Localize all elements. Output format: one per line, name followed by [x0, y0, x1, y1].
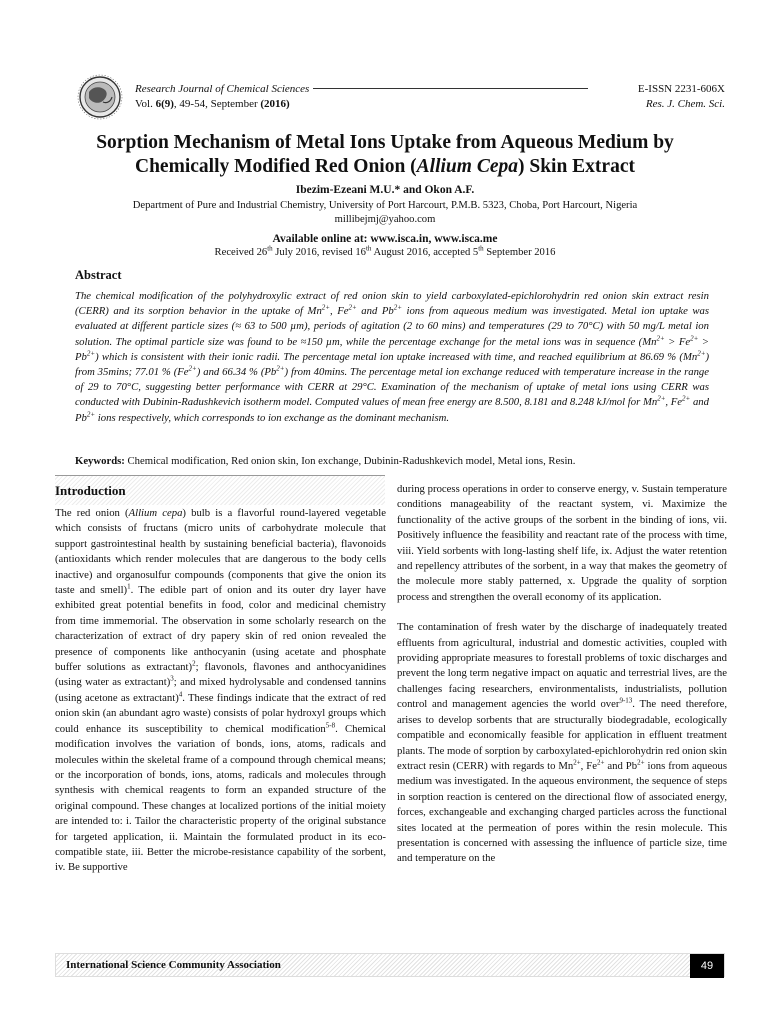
charge-sup: 2+ [656, 334, 665, 343]
abstract-seg: > Fe [664, 335, 691, 348]
abstract-seg: and Pb [356, 305, 394, 318]
charge-sup: 2+ [573, 758, 581, 767]
right-column [397, 482, 727, 867]
paper-title [60, 131, 710, 179]
abstract-seg: ) from 40mins. The percentage metal ion exchange reduced with temperature increase in the range of 29 to 70°C, suggesting better performance with CERR at 29°C. Examination of the mechanism of uptake of metal ions using CERR was conducted with Dubinin-Radushkevich isotherm model. Computed values of mean free energy are 8.500, 8.181 and 8.248 kJ/mol for Mn [75, 366, 709, 409]
keywords-label: Keywords: [75, 455, 125, 467]
abstract-seg: ) which is consistent with their ionic radii. The percentage metal ion uptake increased with time, and reached equilibrium at 86.69 % (Mn [95, 350, 698, 363]
intro-paragraph-1-cont: during process operations in order to conserve energy, v. Sustain temperature conditions manageability of the reactant system, vi. Maximize the functionality of the active groups of the sorbent in the binding of ions, vii. Positively influence the feasibility and reactant rate of the process with time, viii. Yield sorbents with long-lasting shelf life, ix. Adjust the water retention and repellency attributes of the sorbent, in a way that makes the geometry of the molecule more stably patterned, x. Upgrade the quality of sorption process and strengthen the overall economy of its application. [397, 483, 727, 603]
intro-paragraph-1 [55, 506, 386, 876]
title-species: Allium Cepa [416, 156, 518, 177]
text-seg: ) bulb is a flavorful round-layered vegetable which consists of fructans (micro units of carbohydrate molecule that support gastrointestinal health by sustaining beneficial bacteria), flavonoids (antioxidants which render molecules that are dangerous to the body cells inactive) and organosulfur compounds (components that give the onion its taste and smell) [55, 507, 386, 597]
affiliation-block [60, 199, 710, 227]
author-email[interactable]: millibejmj@yahoo.com [334, 214, 436, 225]
text-seg: The red onion ( [55, 507, 129, 519]
text-seg: . The need therefore, arises to develop sorbents that are structurally biodegradable, ecologically compatible and economically feasible for application in effluent treatment plants. The mode of sorption by carboxylated-epichlorohydrin red onion skin extract resin (CERR) with regards to Mn [397, 698, 727, 772]
charge-sup: 2+ [86, 349, 96, 358]
charge-sup: 2+ [697, 349, 706, 358]
charge-sup: 2+ [637, 758, 645, 767]
affiliation: Department of Pure and Industrial Chemistry, University of Port Harcourt, P.M.B. 5323, Choba, Port Harcourt, Nigeria [132, 200, 638, 211]
citation-ref[interactable]: 4 [178, 690, 183, 699]
abstract-seg: and Pb [75, 396, 709, 424]
received-c: August 2016, accepted 5 [371, 247, 479, 258]
abstract-seg: , Fe [665, 396, 683, 409]
text-seg: . Chemical modification involves the variation of bonds, ions, atoms, radicals and molecules within the skeletal frame of a compound through chemical means; or the incorporation of bonds, ions, atoms, radicals and molecules through synthesis with chemical reagents to form an expanded structure of the original compound. These changes at localized portions of the initial moiety are intended to: i. Tailor the characteristic property of the original substance for targeted application, ii. Maintain the formulated product in its eco-compatible state, iii. Better the microbe-resistance capability of the sorbent, iv. Be supportive [55, 722, 386, 874]
received-a: Received 26 [214, 247, 268, 258]
title-line-1: Sorption Mechanism of Metal Ions Uptake from Aqueous Medium by [96, 132, 674, 153]
journal-citation [135, 82, 592, 112]
charge-sup: 2+ [682, 394, 691, 403]
abstract-text [75, 289, 709, 426]
charge-sup: 2+ [690, 334, 699, 343]
keywords [75, 455, 709, 467]
species-name: Allium cepa [128, 507, 183, 519]
page-footer [55, 953, 725, 977]
title-line-2-post: ) Skin Extract [517, 156, 635, 177]
abstract-seg: ions respectively, which corresponds to ion exchange as the dominant mechanism. [95, 411, 450, 424]
text-seg: . These findings indicate that the extract of red onion skin (an abundant agro waste) consists of polar hydroxyl groups which could enhance its susceptibility to chemical modification [55, 691, 386, 735]
issn-block [638, 82, 725, 112]
page-number: 49 [690, 954, 724, 978]
abstract-seg: ions from aqueous medium was investigated. Metal ion uptake was evaluated at different particle sizes (≈ 63 to 500 µm), periods of agitation (2 to 60 mins) and temperatures (29 to 70°C) with 50 mg/L metal ion solution. The optimal particle size was found to be ≈150 µm, while the percentage exchange for the metal ions was in sequence (Mn [75, 305, 709, 348]
received-a-sup: th [267, 244, 273, 253]
title-line-2 [60, 155, 710, 179]
text-seg: ; flavonols, flavones and anthocyanidines (using water as extractant) [55, 661, 386, 689]
pages-date: , 49-54, September [173, 98, 261, 110]
citation-ref[interactable]: 9-13 [619, 696, 633, 705]
citation-ref[interactable]: 5-8 [325, 721, 336, 730]
charge-sup: 2+ [596, 758, 605, 767]
text-seg: ; and mixed hydrolysable and condensed tannins (using acetone as extractant) [55, 676, 387, 704]
journal-name: Research Journal of Chemical Sciences [135, 83, 310, 95]
text-seg: The contamination of fresh water by the discharge of inadequately treated effluents from agricultural, industrial and domestic activities, coupled with providing appropriate measures to forestall problems of toxic discharges and prevent the long term negative impact on aquatic and terrestrial lives, are the challenges facing researchers, environmentalists, industrialists, pollution control and management agencies the world over [397, 621, 727, 711]
text-seg: ions from aqueous medium was investigated. In the aqueous environment, the sequence of steps in sorption reaction is centered on the directional flow of associated energy, forces, exchangeable and exchanging charged particles across the functional sites located at the permeation of pores within the resin molecule. This presentation is concerned with assessing the influence of particle size, time and temperature on the [397, 759, 727, 865]
abstract-seg: ) from 35mins; 77.01 % (Fe [75, 350, 709, 379]
citation-ref[interactable]: 3 [170, 674, 174, 683]
keywords-text: Chemical modification, Red onion skin, Ion exchange, Dubinin-Radushkevich model, Metal ions, Resin. [124, 455, 576, 467]
abstract-seg: > Pb [75, 335, 710, 363]
authors: Ibezim-Ezeani M.U.* and Okon A.F. [295, 184, 475, 196]
received-d: September 2016 [483, 247, 556, 258]
charge-sup: 2+ [276, 364, 285, 373]
year: (2016) [260, 98, 290, 110]
header-rule [313, 88, 588, 89]
citation-ref[interactable]: 1 [127, 582, 131, 591]
abstract-seg: , Fe [330, 305, 349, 318]
journal-header [75, 70, 725, 120]
charge-sup: 2+ [86, 410, 96, 419]
journal-abbreviation: Res. J. Chem. Sci. [645, 98, 725, 110]
charge-sup: 2+ [393, 303, 402, 312]
left-column [55, 506, 386, 876]
volume-number: 6(9) [155, 98, 174, 110]
text-seg: . The edible part of onion and its outer dry layer have exhibited great potential benefits in food, color and medicinal chemistry from time immemorial. The observation in some scholarly research on the characterization of extract of dry papery skin of red onion revealed the presence of components like anthocyanin (using acetate and phosphate buffer solutions as extractant) [55, 584, 386, 674]
available-online: Available online at: www.isca.in, www.isca.me [272, 233, 498, 245]
intro-paragraph-2 [397, 620, 727, 867]
received-dates [60, 244, 710, 258]
received-c-sup: th [478, 244, 484, 253]
received-b-sup: th [365, 244, 372, 253]
citation-ref[interactable]: 2 [192, 659, 196, 668]
journal-logo-globe-icon [75, 74, 125, 120]
abstract-heading: Abstract [75, 268, 122, 282]
charge-sup: 2+ [657, 394, 666, 403]
charge-sup: 2+ [188, 364, 197, 373]
abstract-seg: The chemical modification of the polyhydroxylic extract of red onion skin to yield carboxylated-epichlorohydrin red onion skin extract resin (CERR) and its sorption behavior in the uptake of Mn [75, 290, 709, 318]
abstract-seg: ) and 66.34 % (Pb [196, 366, 277, 379]
text-seg: , Fe [580, 759, 597, 772]
volume-prefix: Vol. [135, 98, 156, 110]
text-seg: and Pb [604, 759, 638, 772]
footer-organization: International Science Community Association [66, 959, 281, 971]
issn: E-ISSN 2231-606X [637, 83, 725, 95]
charge-sup: 2+ [348, 303, 357, 312]
introduction-heading: Introduction [55, 483, 126, 498]
received-b: July 2016, revised 16 [272, 247, 366, 258]
volume-line [135, 97, 592, 112]
title-line-2-pre: Chemically Modified Red Onion ( [135, 156, 417, 177]
charge-sup: 2+ [321, 303, 331, 312]
